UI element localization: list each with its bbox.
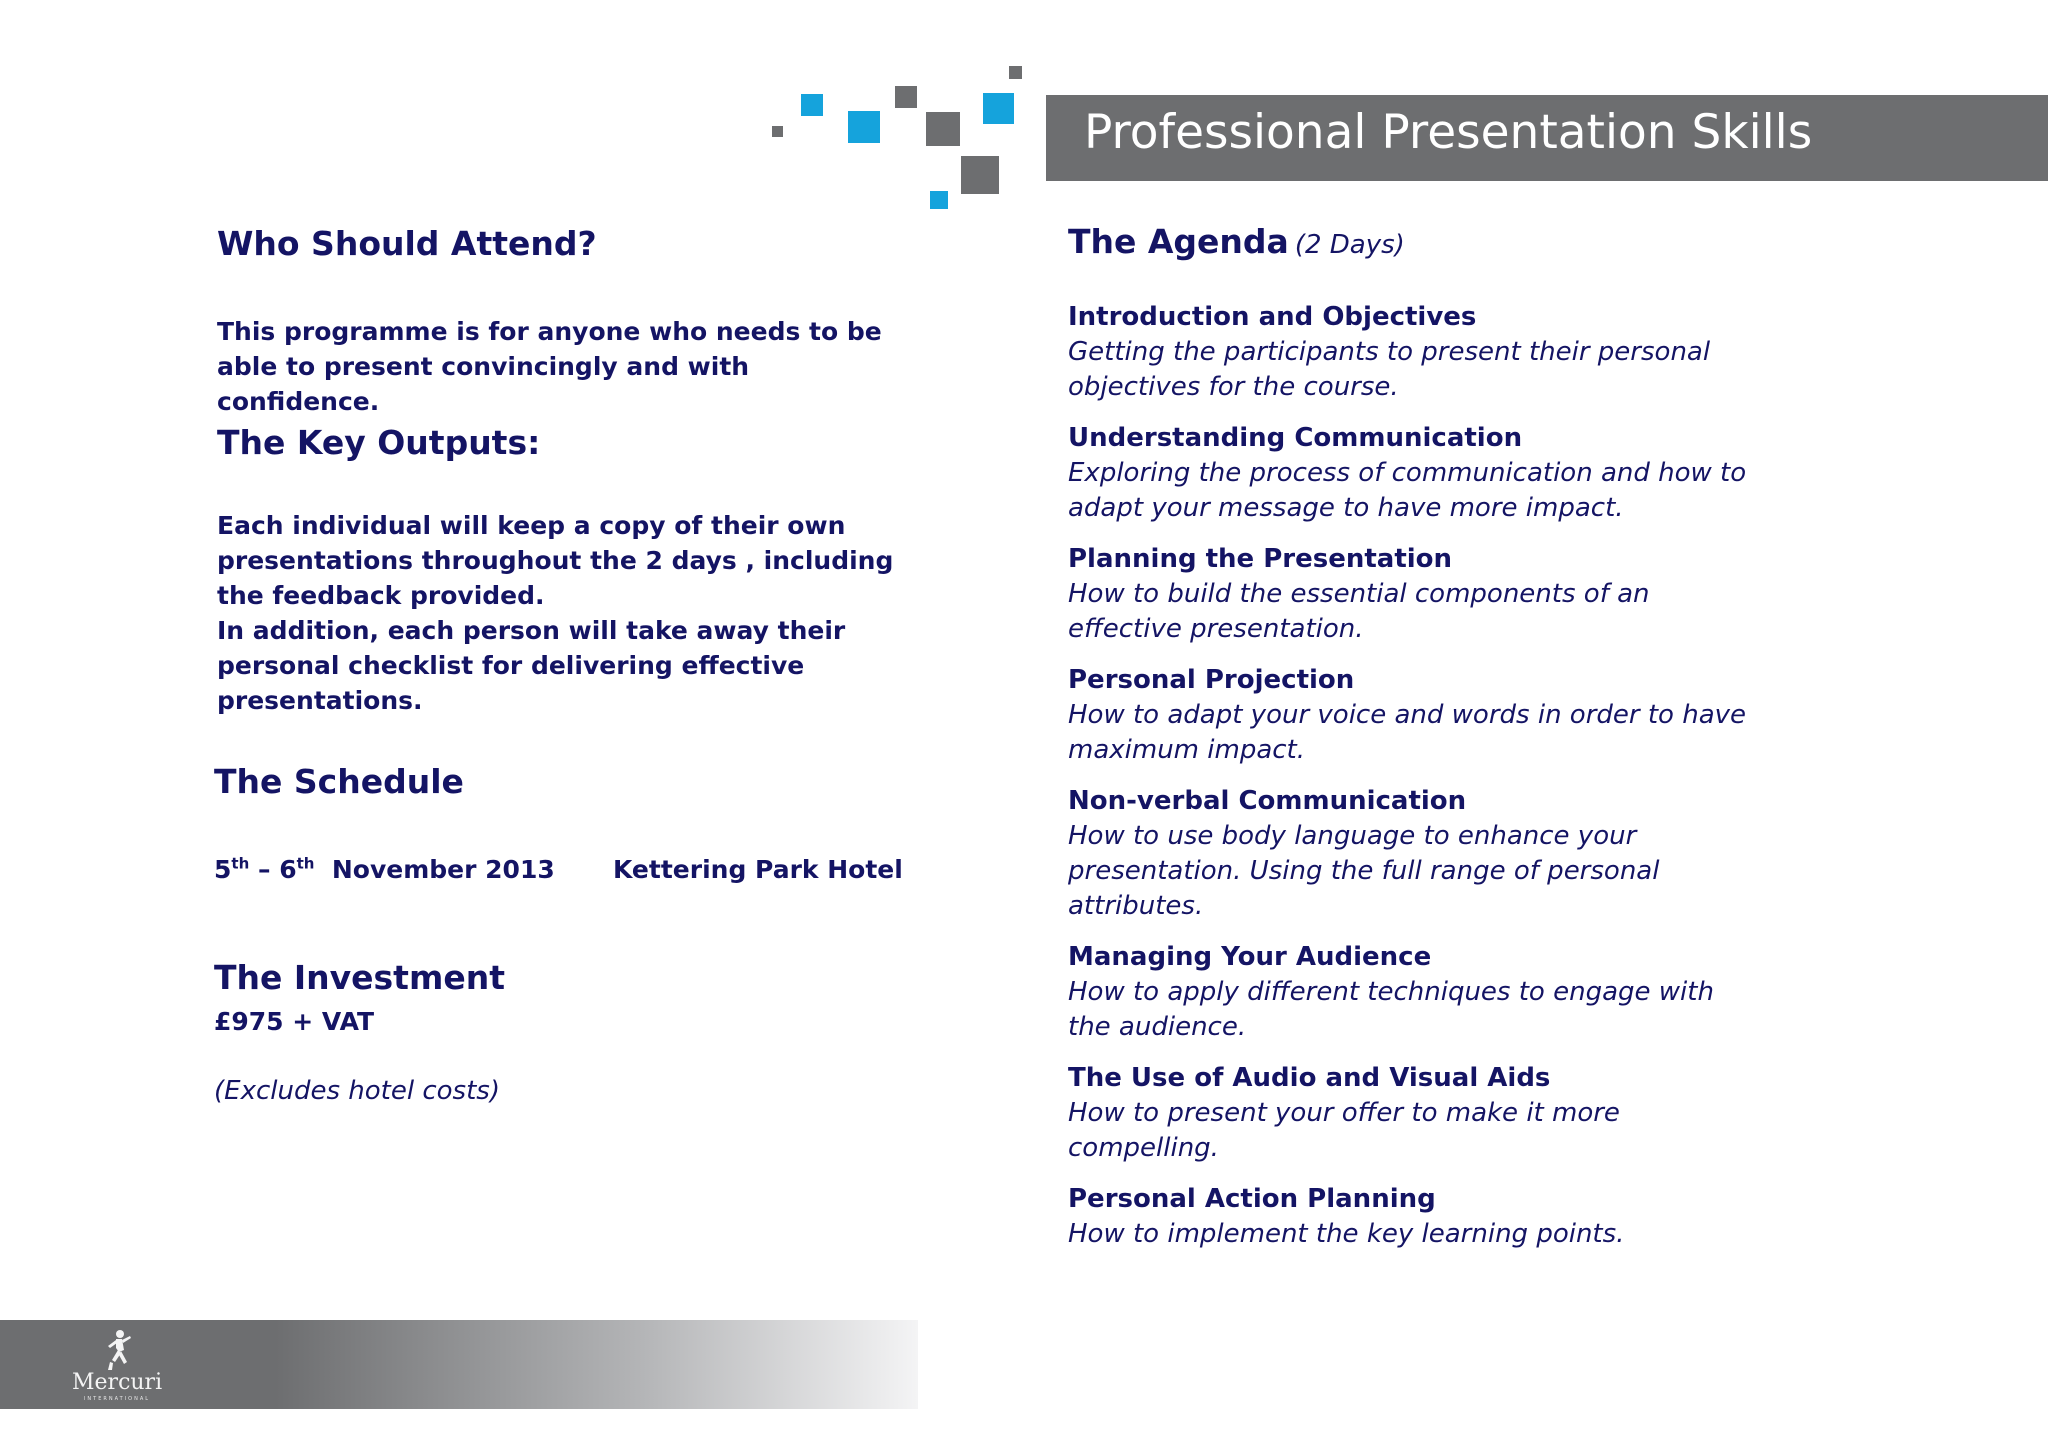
schedule-month-year: November 2013 xyxy=(331,855,555,884)
price-note: (Excludes hotel costs) xyxy=(214,1076,500,1106)
agenda-item xyxy=(1068,663,1748,768)
agenda-item-title: The Use of Audio and Visual Aids xyxy=(1068,1063,1551,1093)
decor-square xyxy=(1009,66,1022,79)
title-banner xyxy=(1046,95,2048,181)
agenda-item-desc: Getting the participants to present their personal objectives for the course. xyxy=(1068,337,1711,402)
agenda-item xyxy=(1068,1182,1748,1252)
logo-subtext: INTERNATIONAL xyxy=(83,1396,151,1402)
agenda-item-title: Introduction and Objectives xyxy=(1068,302,1477,332)
decor-square xyxy=(801,94,823,116)
agenda-item-title: Understanding Communication xyxy=(1068,423,1523,453)
schedule-day-start: 5 xyxy=(214,855,232,884)
decor-square xyxy=(983,93,1014,124)
decor-square xyxy=(961,156,999,194)
runner-icon xyxy=(72,1326,162,1376)
agenda-title: The Agenda xyxy=(1068,222,1289,261)
schedule-day-end: 6 xyxy=(279,855,297,884)
schedule-dates xyxy=(214,852,555,887)
agenda-item-desc: Exploring the process of communication and how to adapt your message to have more impact. xyxy=(1068,458,1747,523)
ordinal-suffix: th xyxy=(296,854,315,873)
schedule-heading: The Schedule xyxy=(214,762,464,801)
agenda-item-title: Planning the Presentation xyxy=(1068,544,1453,574)
outputs-text: In addition, each person will take away their personal checklist for delivering effective presentations. xyxy=(217,616,846,715)
agenda-list xyxy=(1068,300,1748,1268)
agenda-item-title: Personal Projection xyxy=(1068,665,1355,695)
agenda-heading xyxy=(1068,222,1405,261)
decor-square xyxy=(848,111,880,143)
agenda-item xyxy=(1068,1061,1748,1166)
agenda-item xyxy=(1068,421,1748,526)
mercuri-logo xyxy=(72,1326,162,1406)
agenda-item-desc: How to use body language to enhance your presentation. Using the full range of personal attributes. xyxy=(1068,821,1660,921)
agenda-item-desc: How to adapt your voice and words in order to have maximum impact. xyxy=(1068,700,1747,765)
agenda-item-desc: How to implement the key learning points. xyxy=(1068,1219,1625,1249)
footer-band xyxy=(0,1320,918,1409)
agenda-item-desc: How to apply different techniques to engage with the audience. xyxy=(1068,977,1714,1042)
date-dash: – xyxy=(249,855,280,884)
outputs-block xyxy=(217,508,907,718)
outputs-heading: The Key Outputs: xyxy=(217,423,541,462)
investment-heading: The Investment xyxy=(214,958,505,997)
logo-text: Mercuri xyxy=(72,1370,163,1395)
schedule-venue: Kettering Park Hotel xyxy=(613,855,903,884)
agenda-item-title: Non-verbal Communication xyxy=(1068,786,1467,816)
price: £975 + VAT xyxy=(214,1007,375,1036)
agenda-item-desc: How to build the essential components of an effective presentation. xyxy=(1068,579,1650,644)
outputs-text: Each individual will keep a copy of their own presentations throughout the 2 days , including the feedback provided. xyxy=(217,511,894,610)
agenda-item xyxy=(1068,542,1748,647)
agenda-item-title: Personal Action Planning xyxy=(1068,1184,1436,1214)
page-title: Professional Presentation Skills xyxy=(1084,105,1813,160)
decor-square xyxy=(895,86,917,108)
who-text: This programme is for anyone who needs to be able to present convincingly and with confidence. xyxy=(217,317,882,416)
agenda-item-desc: How to present your offer to make it more compelling. xyxy=(1068,1098,1620,1163)
agenda-item-title: Managing Your Audience xyxy=(1068,942,1432,972)
decor-square xyxy=(926,112,960,146)
agenda-item xyxy=(1068,940,1748,1045)
decor-square xyxy=(772,126,783,137)
decor-square xyxy=(930,191,948,209)
agenda-duration: (2 Days) xyxy=(1294,230,1405,260)
ordinal-suffix: th xyxy=(231,854,250,873)
agenda-item xyxy=(1068,300,1748,405)
who-heading: Who Should Attend? xyxy=(217,224,597,263)
agenda-item xyxy=(1068,784,1748,924)
